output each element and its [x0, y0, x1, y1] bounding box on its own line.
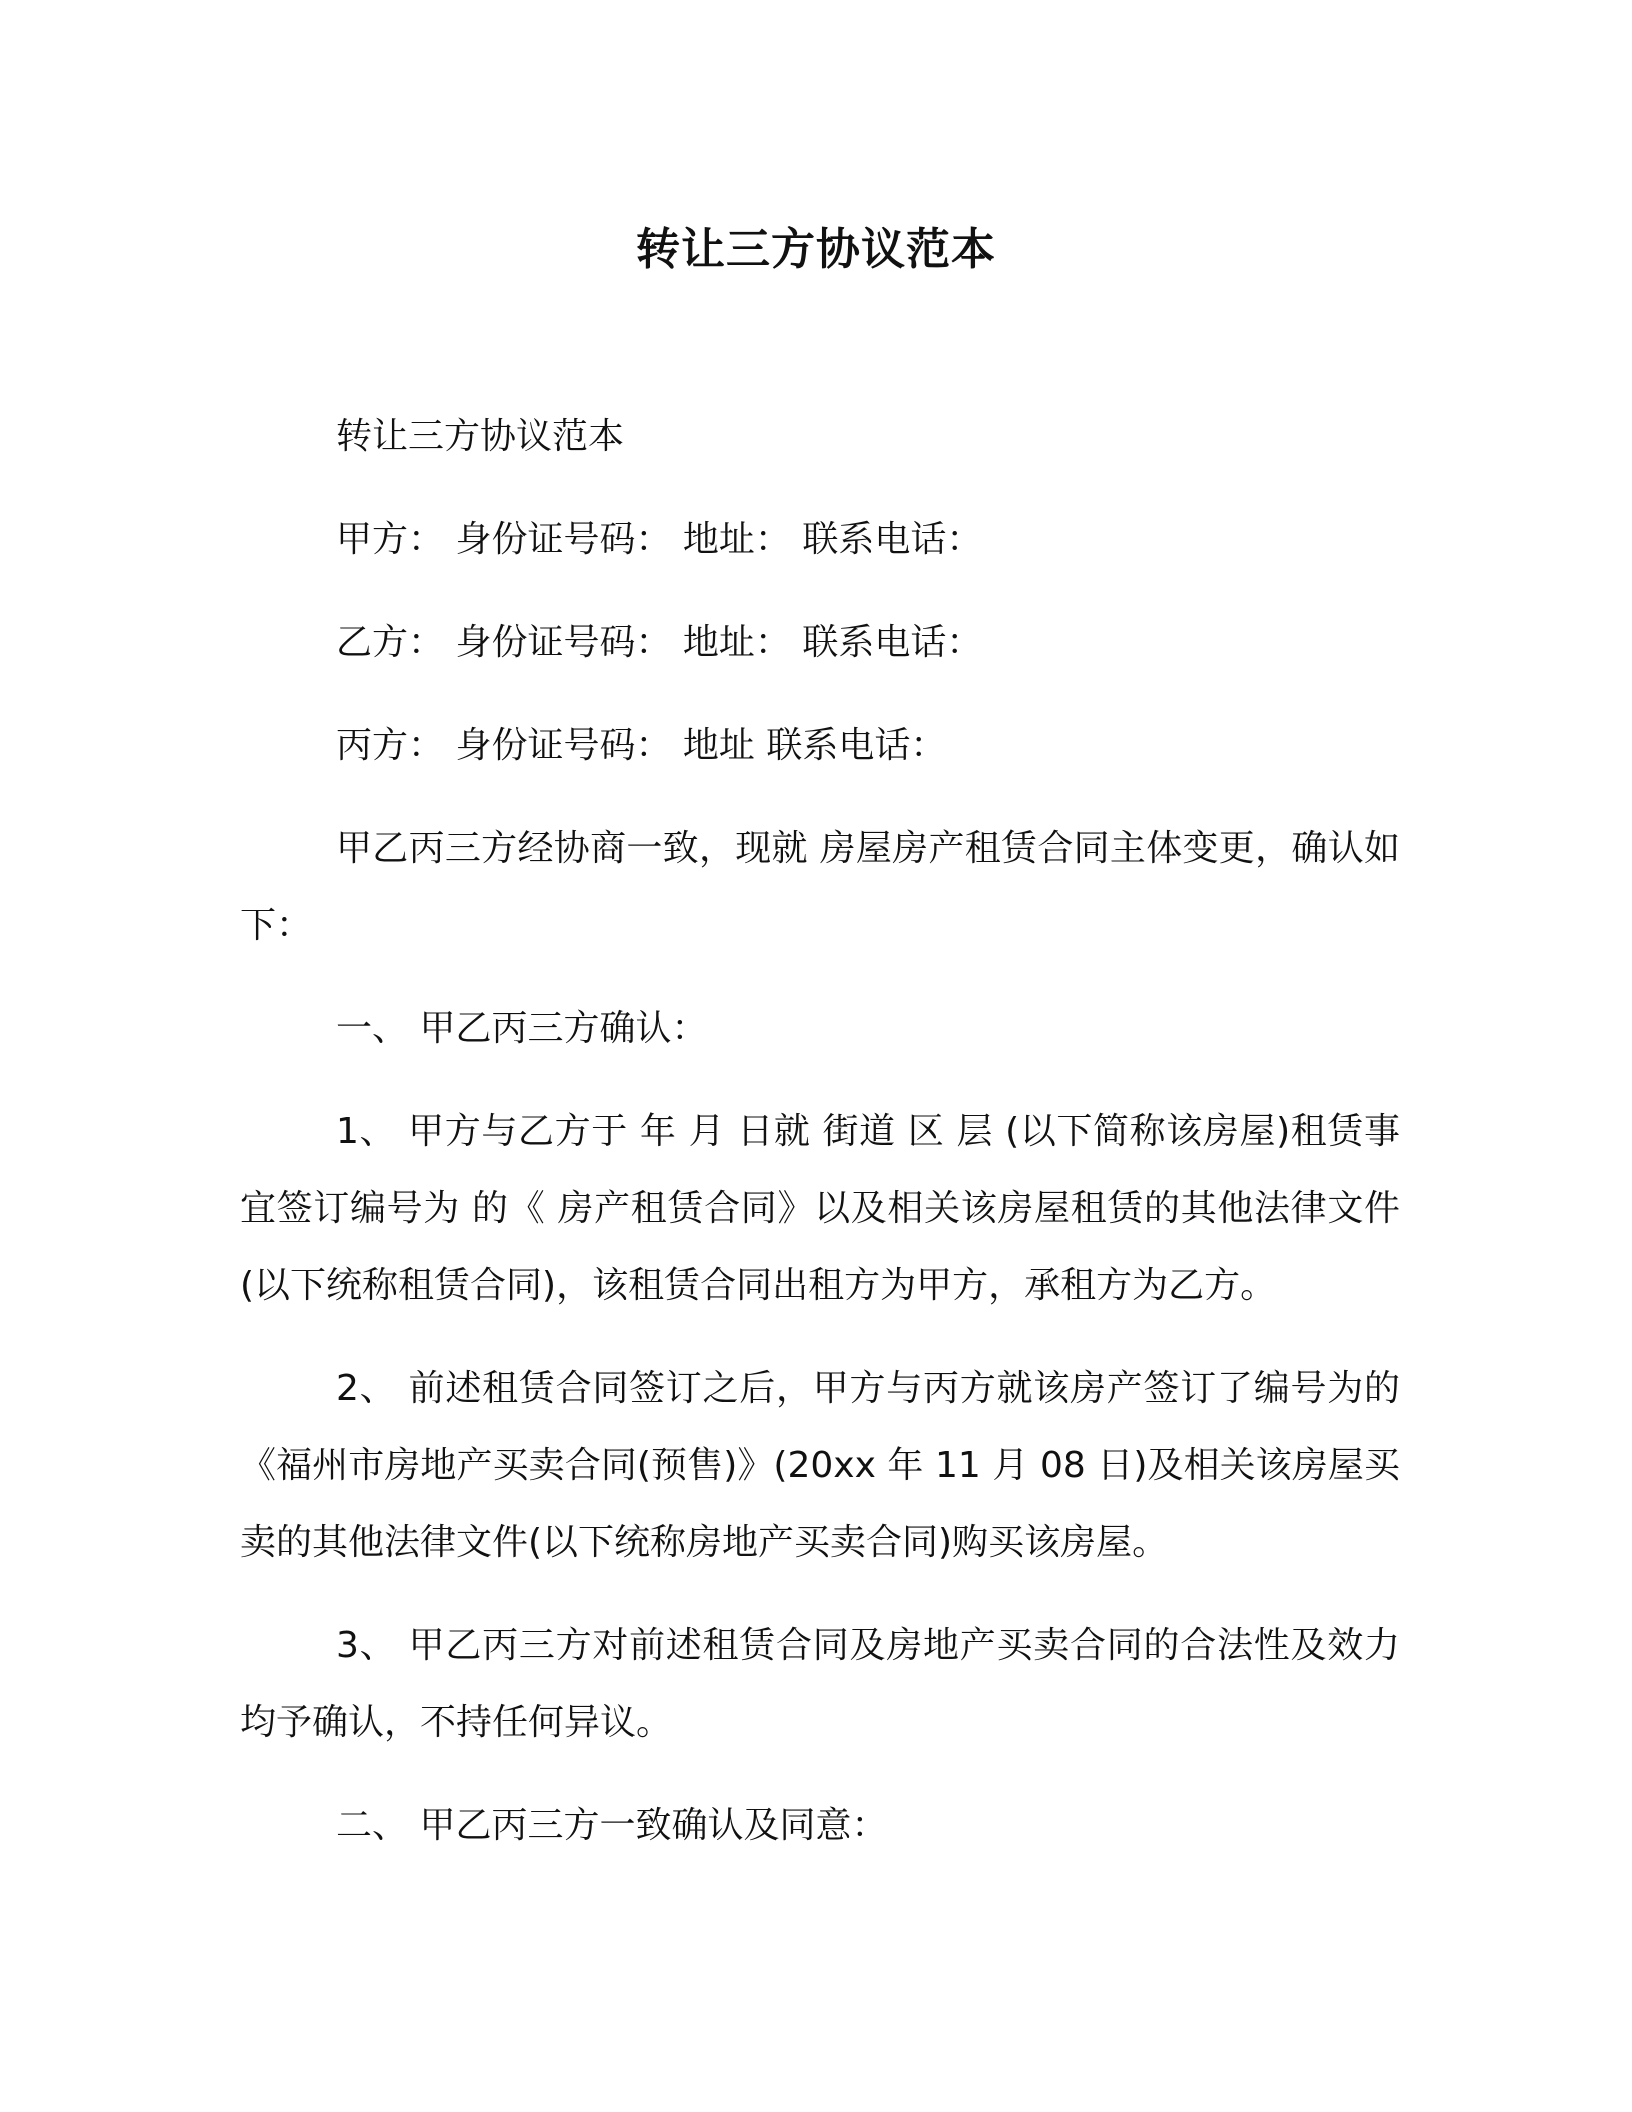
clause-2: 2、 前述租赁合同签订之后，甲方与丙方就该房产签订了编号为的《福州市房地产买卖合同(预售)》(20xx 年 11 月 08 日)及相关该房屋买卖的其他法律文件(以下统称房地产买卖合同)购买该房屋。 — [240, 1368, 1400, 1563]
section-heading-1: 一、 甲乙丙三方确认： — [336, 1008, 708, 1049]
paragraph-subtitle: 转让三方协议范本 — [336, 416, 625, 457]
document-body — [240, 398, 1400, 1890]
paragraph-party-c: 丙方： 身份证号码： 地址 联系电话： — [336, 725, 947, 766]
clause-1: 1、 甲方与乙方于 年 月 日就 街道 区 层 (以下简称该房屋)租赁事宜签订编号为 的《 房产租赁合同》以及相关该房屋租赁的其他法律文件(以下统称租赁合同)，该租赁合同出租方为甲方，承租方为乙方。 — [240, 1111, 1400, 1306]
paragraph-intro: 甲乙丙三方经协商一致，现就 房屋房产租赁合同主体变更，确认如下： — [240, 828, 1400, 946]
paragraph-party-b: 乙方： 身份证号码： 地址： 联系电话： — [336, 622, 983, 663]
section-heading-2: 二、 甲乙丙三方一致确认及同意： — [336, 1805, 888, 1846]
paragraph-party-a: 甲方： 身份证号码： 地址： 联系电话： — [336, 519, 983, 560]
clause-3: 3、 甲乙丙三方对前述租赁合同及房地产买卖合同的合法性及效力均予确认，不持任何异议。 — [240, 1625, 1400, 1743]
document-title: 转让三方协议范本 — [636, 224, 996, 275]
